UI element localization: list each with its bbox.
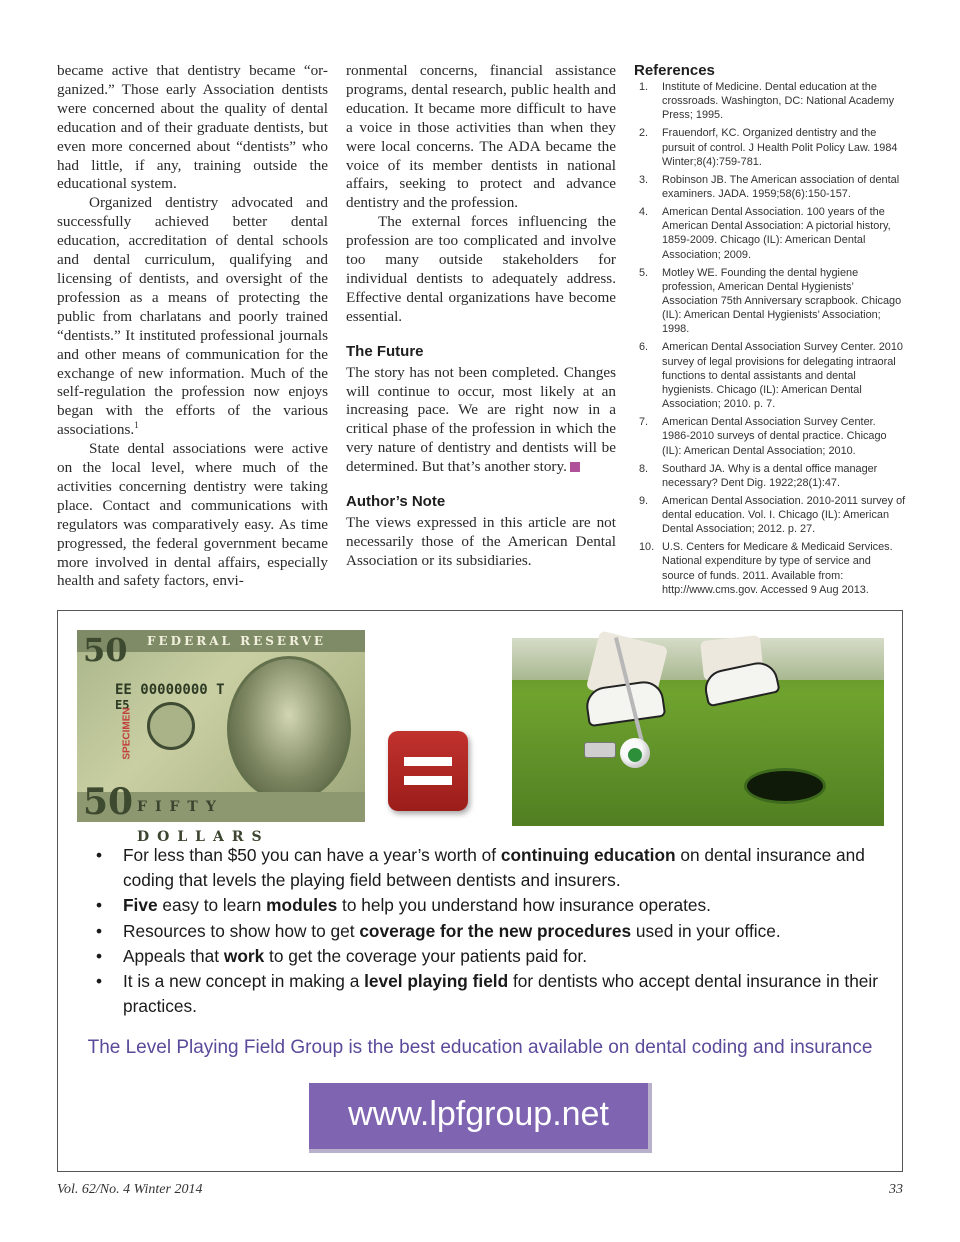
paragraph: Organized dentistry advocated and successfully achieved better dental education, accreditation of dental schools and dental curriculum, qualifying and licensing of dentists, and oversight of the profession as a means of protecting the public from charlatans and poorly trained “dentists.” It instituted professional journals and other means of communication for the exchange of new information. Much of the self-regulation the profession now enjoys began with the efforts of the various associations.$^1$ bbox=[57, 194, 328, 439]
page-number: 33 bbox=[889, 1182, 903, 1197]
reference-item bbox=[634, 266, 906, 337]
paragraph: became active that dentistry became “or-ganized.” Those early Association dentists were concerned about the quality of dental education and of their graduate dentists, but even more concerned about “dentists” who had little, if any, training outside the educational system. bbox=[57, 62, 328, 193]
benefit-text: easy to learn bbox=[157, 895, 267, 916]
reference-number: 3. bbox=[639, 173, 649, 186]
benefit-text: Resources to show how to get bbox=[123, 920, 360, 941]
fifty-dollar-bill-image bbox=[77, 630, 365, 845]
reference-item bbox=[634, 494, 906, 537]
reference-number: 4. bbox=[639, 206, 649, 219]
reference-number: 5. bbox=[639, 266, 649, 279]
benefit-item bbox=[91, 843, 901, 893]
tagline: The Level Playing Field Group is the best education available on dental coding and insurance bbox=[87, 1037, 873, 1058]
reference-text: U.S. Centers for Medicare & Medicaid Services. National expenditure by type of service and source of funds. 2011. Available from: http://www.cms.gov. Accessed 9 Aug 2013. bbox=[662, 541, 893, 596]
benefit-text: Appeals that bbox=[123, 945, 224, 966]
benefit-text: on dental insurance and coding that levels the playing field between dentists and insurers. bbox=[123, 845, 865, 891]
benefit-emphasis: Five bbox=[123, 895, 158, 916]
golf-hole bbox=[744, 768, 826, 804]
reference-text: American Dental Association. 100 years of the American Dental Association: A pictorial history, 1859-2009. Chicago (IL): American Dental Association; 2009. bbox=[662, 206, 891, 261]
golf-putt-image bbox=[512, 638, 884, 826]
footnote-ref: 1 bbox=[134, 420, 139, 431]
reference-number: 9. bbox=[639, 494, 649, 507]
benefit-text: For less than $50 you can have a year’s worth of bbox=[123, 845, 501, 865]
advertisement bbox=[57, 610, 903, 1172]
benefit-emphasis: work bbox=[223, 945, 265, 966]
reference-number: 2. bbox=[639, 127, 649, 140]
bill-bottom-band: FIFTY DOLLARS bbox=[77, 792, 365, 822]
bill-denomination: 50 bbox=[83, 781, 134, 823]
benefit-text: to help you understand how insurance operates. bbox=[337, 895, 711, 916]
reference-number: 10. bbox=[639, 541, 655, 554]
benefit-emphasis: coverage for the new procedures bbox=[359, 920, 632, 941]
paragraph: The views expressed in this article are not necessarily those of the American Dental Association or its subsidiaries. bbox=[346, 513, 616, 569]
article-column-1 bbox=[57, 62, 328, 591]
section-heading-future: The Future bbox=[346, 342, 424, 360]
benefit-text: It is a new concept in making a bbox=[123, 971, 365, 992]
benefit-item bbox=[91, 919, 901, 944]
reference-text: Institute of Medicine. Dental education at the crossroads. Washington, DC: National Academy Press; 1995. bbox=[662, 81, 895, 122]
reference-item bbox=[634, 540, 906, 597]
reference-text: American Dental Association. 2010-2011 survey of dental education. Vol. I. Chicago (IL): American Dental Association; 2012. p. 27. bbox=[662, 494, 906, 536]
benefit-emphasis: modules bbox=[266, 895, 338, 916]
benefit-text: for dentists who accept dental insurance in their practices. bbox=[123, 971, 879, 1017]
bill-denomination: 50 bbox=[83, 631, 128, 669]
reference-text: Frauendorf, KC. Organized dentistry and the pursuit of control. J Health Polit Policy Law. 1984 Winter;8(4):759-781. bbox=[662, 127, 898, 168]
article-column-2 bbox=[346, 62, 616, 571]
reference-number: 1. bbox=[639, 81, 649, 93]
benefit-emphasis: level playing field bbox=[364, 971, 509, 992]
references-heading: References bbox=[634, 62, 715, 79]
paragraph: State dental associations were active on the local level, where much of the activities concerning dentistry were taking place. Contact and communications with regulators was comparatively easy. As time progressed, the federal government became more involved in dental affairs, especially health and safety factors, envi- bbox=[57, 440, 328, 590]
benefit-item bbox=[91, 944, 901, 969]
reference-number: 7. bbox=[639, 416, 649, 429]
paragraph: The external forces influencing the profession are too complicated and involve too many outside stakeholders for individual dentists to adequately address. Effective dental organizations have become essential. bbox=[346, 213, 616, 325]
benefit-emphasis: continuing education bbox=[500, 845, 676, 865]
reference-number: 6. bbox=[639, 341, 649, 354]
reference-text: Southard JA. Why is a dental office manager necessary? Dent Dig. 1922;28(1):47. bbox=[662, 462, 878, 489]
bill-top-band: FEDERAL RESERVE bbox=[77, 630, 365, 652]
bullet-icon: • bbox=[96, 895, 103, 916]
section-heading-authors-note: Author’s Note bbox=[346, 493, 446, 511]
reference-item bbox=[634, 462, 906, 490]
reference-item bbox=[634, 205, 906, 262]
seal-icon bbox=[147, 702, 195, 750]
bullet-icon: • bbox=[96, 845, 103, 865]
bullet-icon: • bbox=[96, 920, 103, 941]
website-link[interactable]: www.lpfgroup.net bbox=[309, 1083, 652, 1153]
reference-text: Motley WE. Founding the dental hygiene profession, American Dental Hygienists’ Association 75th Anniversary scrapbook. Chicago (IL): American Dental Hygienists’ Association; 1998. bbox=[662, 266, 902, 336]
bill-specimen-label: SPECIMEN bbox=[121, 707, 133, 760]
benefit-item bbox=[91, 893, 901, 918]
reference-item bbox=[634, 80, 906, 123]
references-section bbox=[634, 62, 906, 601]
reference-text: American Dental Association Survey Center. 1986-2010 surveys of dental practice. Chicago (IL): American Dental Association; 2010. bbox=[662, 416, 887, 457]
reference-item bbox=[634, 173, 906, 201]
benefit-item bbox=[91, 969, 901, 1019]
reference-number: 8. bbox=[639, 462, 649, 475]
bill-serial: EE 00000000 T bbox=[115, 682, 225, 698]
end-mark-icon bbox=[570, 462, 580, 472]
reference-item bbox=[634, 415, 906, 458]
footer-issue: Vol. 62/No. 4 Winter 2014 bbox=[57, 1182, 203, 1197]
bill-code: E5 bbox=[115, 698, 130, 712]
benefit-text: to get the coverage your patients paid for. bbox=[264, 945, 588, 966]
reference-item bbox=[634, 340, 906, 411]
bullet-icon: • bbox=[96, 971, 103, 992]
reference-text: Robinson JB. The American association of dental examiners. JADA. 1959;58(6):150-157. bbox=[662, 173, 900, 201]
bullet-icon: • bbox=[96, 945, 103, 966]
portrait-image bbox=[227, 656, 351, 802]
references-list bbox=[634, 80, 906, 597]
paragraph: The story has not been completed. Changes will continue to occur, most likely at an increasing pace. We are right now in a critical phase of the profession in which the very nature of dentistry and dentists will be determined. But that’s another story. bbox=[346, 363, 616, 476]
reference-text: American Dental Association Survey Center. 2010 survey of legal provisions for delegating intraoral functions to dental assistants and dental hygienists. Chicago (IL): American Dental Association; 2010. p. 7. bbox=[662, 341, 903, 411]
benefit-text: used in your office. bbox=[631, 920, 781, 941]
reference-item bbox=[634, 126, 906, 169]
paragraph: ronmental concerns, financial assistance programs, dental research, public health and education. It became more difficult to have a voice in those activities than when they were local concerns. The ADA became the voice of its member dentists in national affairs, seeking to protect and advance dentistry and the profession. bbox=[346, 62, 616, 212]
equals-icon bbox=[388, 731, 468, 811]
benefits-list bbox=[91, 843, 901, 1019]
